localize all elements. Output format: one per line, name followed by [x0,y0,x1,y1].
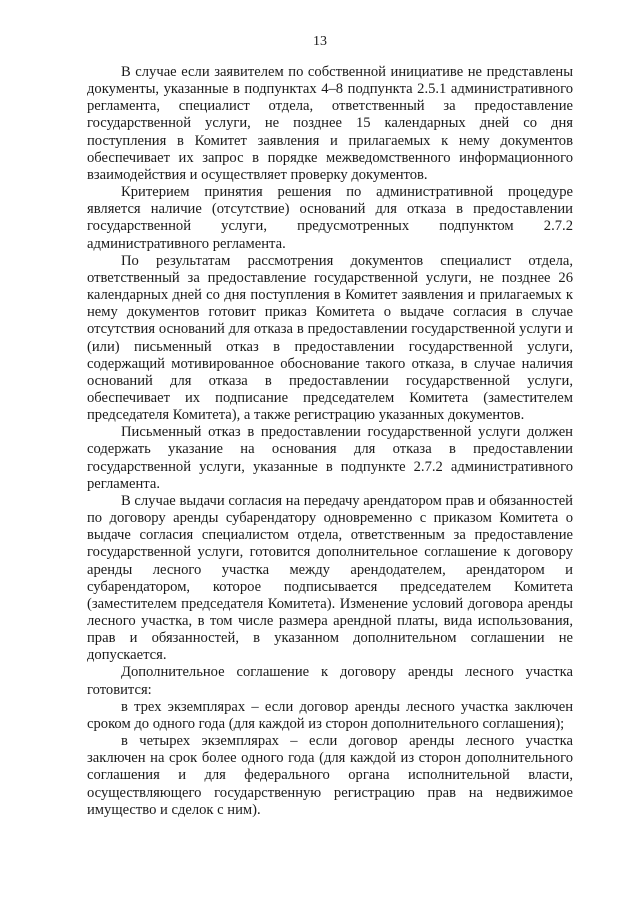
paragraph-interagency-request: В случае если заявителем по собственной инициативе не представлены документы, указанные в подпунктах 4–8 подпункта 2.5.1 административного регламента, специалист отдела, ответственный за предоставление государственной услуги, не позднее 15 календарных дней со дня поступления в Комитет заявления и прилагаемых к нему документов обеспечивает их запрос в порядке межведомственного информационного взаимодействия и осуществляет проверку документов. [87,64,573,183]
paragraph-review-results: По результатам рассмотрения документов специалист отдела, ответственный за предоставление государственной услуги, не позднее 26 календарных дней со дня поступления в Комитет заявления и прилагаемых к нему документов готовит приказ Комитета о выдаче согласия в случае отсутствия оснований для отказа в предоставлении государственной услуги и (или) письменный отказ в предоставлении государственной услуги, содержащий мотивированное обоснование такого отказа, в случае наличия оснований для отказа в предоставлении государственной услуги, обеспечивает их подписание председателем Комитета (заместителем председателя Комитета), а также регистрацию указанных документов. [87,252,573,424]
paragraph-four-copies: в четырех экземплярах – если договор аренды лесного участка заключен на срок более одного года (для каждой из сторон дополнительного соглашения и для федерального органа исполнительной власти, осуществляющего государственную регистрацию прав на недвижимое имущество и сделок с ним). [87,733,573,818]
paragraph-sublease-consent: В случае выдачи согласия на передачу арендатором прав и обязанностей по договору аренды субарендатору одновременно с приказом Комитета о выдаче согласия специалистом отдела, ответственным за предоставление государственной услуги, готовится дополнительное соглашение к договору аренды лесного участка между арендодателем, арендатором и субарендатором, которое подписывается председателем Комитета (заместителем председателя Комитета). Изменение условий договора аренды лесного участка, в том числе размера арендной платы, вида использования, прав и обязанностей, в указанном дополнительном соглашении не допускается. [87,492,573,664]
document-body [87,64,573,819]
paragraph-agreement-prepared: Дополнительное соглашение к договору аренды лесного участка готовится: [87,664,573,698]
paragraph-decision-criterion: Критерием принятия решения по административной процедуре является наличие (отсутствие) оснований для отказа в предоставлении государственной услуги, предусмотренных подпунктом 2.7.2 административного регламента. [87,184,573,252]
paragraph-three-copies: в трех экземплярах – если договор аренды лесного участка заключен сроком до одного года (для каждой из сторон дополнительного соглашения); [87,698,573,732]
page-number: 13 [313,34,327,49]
paragraph-written-refusal: Письменный отказ в предоставлении государственной услуги должен содержать указание на основания для отказа в предоставлении государственной услуги, указанные в подпункте 2.7.2 административного регламента. [87,424,573,492]
